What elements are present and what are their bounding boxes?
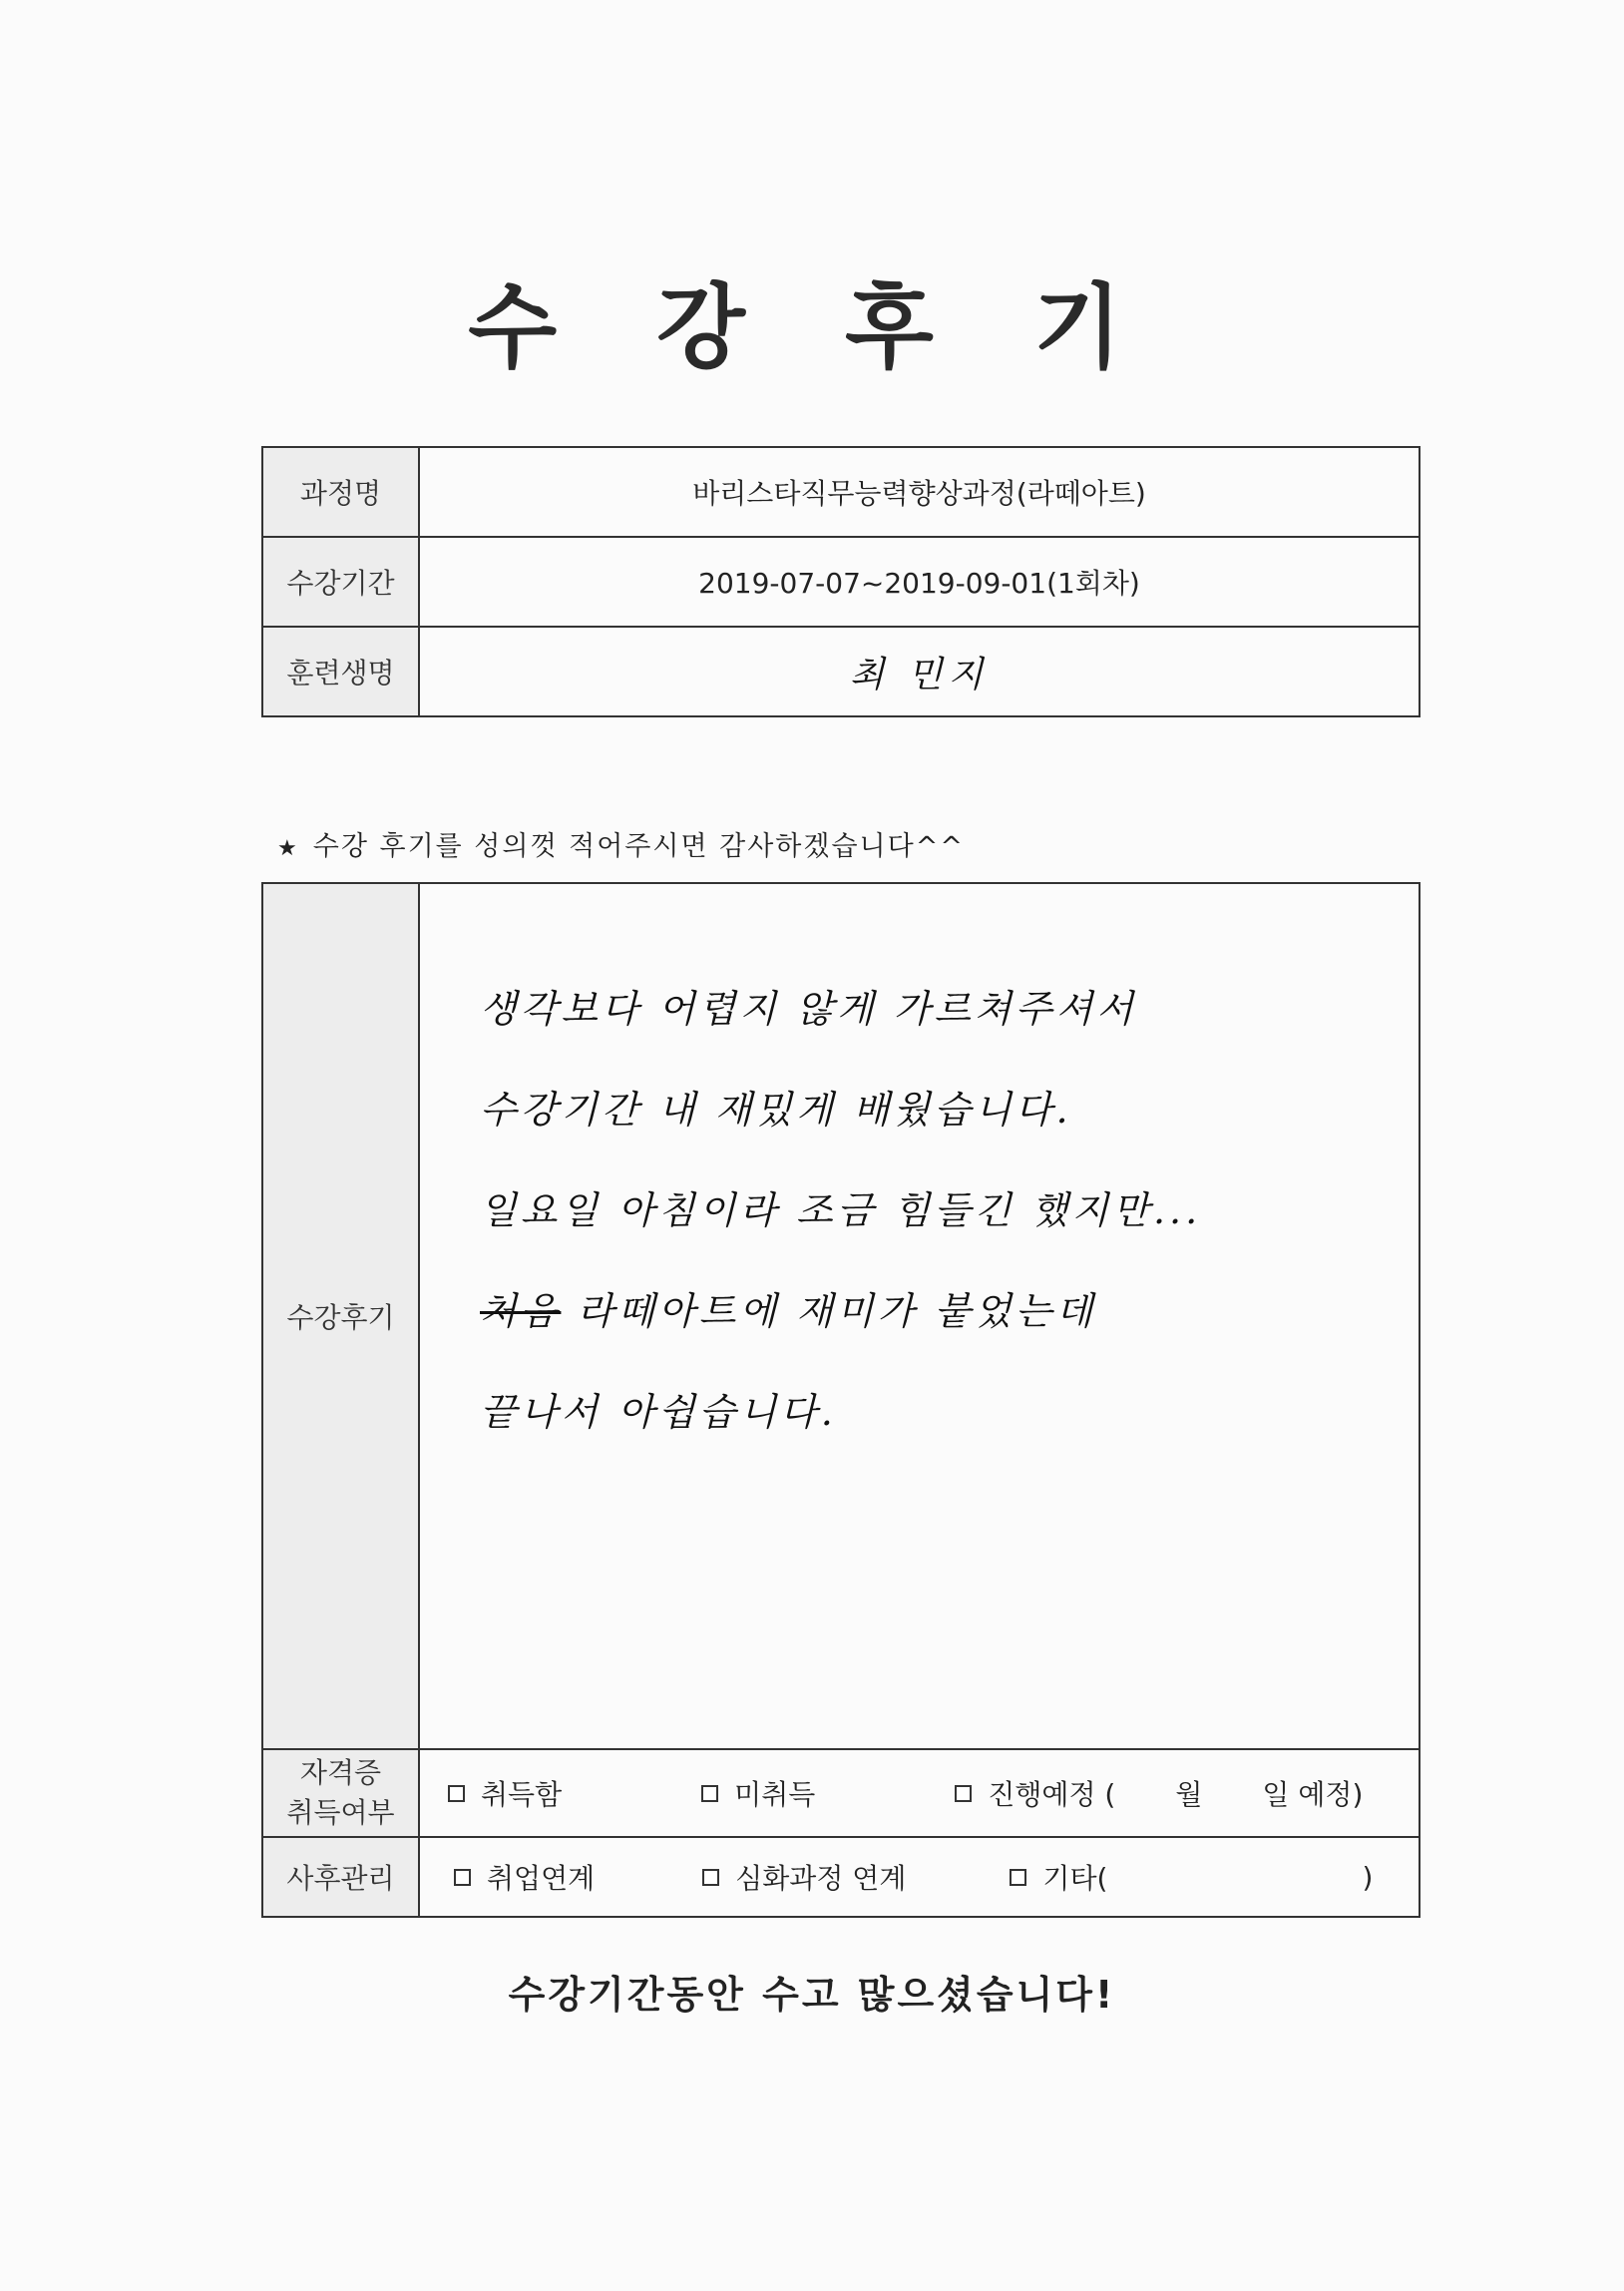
course-row [262,447,1420,537]
month-label: 월 [1175,1778,1203,1811]
course-value: 바리스타직무능력향상과정(라떼아트) [419,447,1420,537]
course-label: 과정명 [262,447,419,537]
aftercare-label: 사후관리 [262,1837,419,1917]
option-scheduled[interactable] [955,1773,1363,1813]
review-label: 수강후기 [262,883,419,1749]
trainee-row [262,627,1420,716]
review-handwritten-text [480,979,1201,1483]
certificate-label-line1: 자격증 [299,1756,382,1789]
option-job-link[interactable] [454,1857,595,1897]
review-line-2: 수강기간 내 재밌게 배웠습니다. [480,1088,1072,1132]
course-info-table [261,446,1421,717]
review-table [261,882,1421,1918]
option-acquired-label: 취득함 [481,1778,563,1811]
review-line-4-text: 라떼아트에 재미가 붙었는데 [577,1289,1097,1333]
checkbox-icon[interactable] [701,1785,718,1802]
review-row [262,883,1420,1749]
aftercare-options [419,1837,1420,1917]
option-other-close: ) [1362,1860,1374,1894]
option-advanced-course[interactable] [702,1857,906,1897]
struck-out-word: 처음 [480,1289,562,1333]
option-not-acquired-label: 미취득 [734,1778,816,1811]
star-icon: ★ [277,836,299,861]
certificate-label-line2: 취득여부 [286,1796,395,1829]
certificate-label [262,1749,419,1837]
option-scheduled-label: 진행예정 ( [988,1778,1116,1811]
option-other[interactable] [1010,1857,1373,1897]
day-scheduled-label: 일 예정) [1262,1778,1364,1811]
checkbox-icon[interactable] [1010,1869,1026,1886]
checkbox-icon[interactable] [454,1869,471,1886]
trainee-label: 훈련생명 [262,627,419,716]
review-line-3: 일요일 아침이라 조금 힘들긴 했지만... [480,1188,1202,1232]
option-acquired[interactable] [448,1773,562,1813]
period-value: 2019-07-07~2019-09-01(1회차) [419,537,1420,627]
certificate-options [419,1749,1420,1837]
notice-message: 수강 후기를 성의껏 적어주시면 감사하겠습니다^^ [312,831,965,862]
period-label: 수강기간 [262,537,419,627]
period-row [262,537,1420,627]
option-not-acquired[interactable] [701,1773,815,1813]
notice-text [277,824,965,863]
option-advanced-course-label: 심화과정 연계 [735,1862,907,1895]
page-title: 수 강 후 기 [468,274,1156,381]
trainee-name-handwritten: 최 민지 [419,627,1420,716]
option-other-label: 기타( [1042,1862,1108,1895]
review-line-5: 끝나서 아쉽습니다. [480,1390,837,1434]
closing-message: 수강기간동안 수고 많으셨습니다! [508,1973,1116,2017]
aftercare-row [262,1837,1420,1917]
checkbox-icon[interactable] [955,1785,972,1802]
option-job-link-label: 취업연계 [487,1862,596,1895]
review-line-4 [480,1281,1201,1382]
certificate-row [262,1749,1420,1837]
review-body [419,883,1420,1749]
review-line-1: 생각보다 어렵지 않게 가르쳐주셔서 [480,987,1137,1031]
checkbox-icon[interactable] [448,1785,465,1802]
checkbox-icon[interactable] [702,1869,719,1886]
